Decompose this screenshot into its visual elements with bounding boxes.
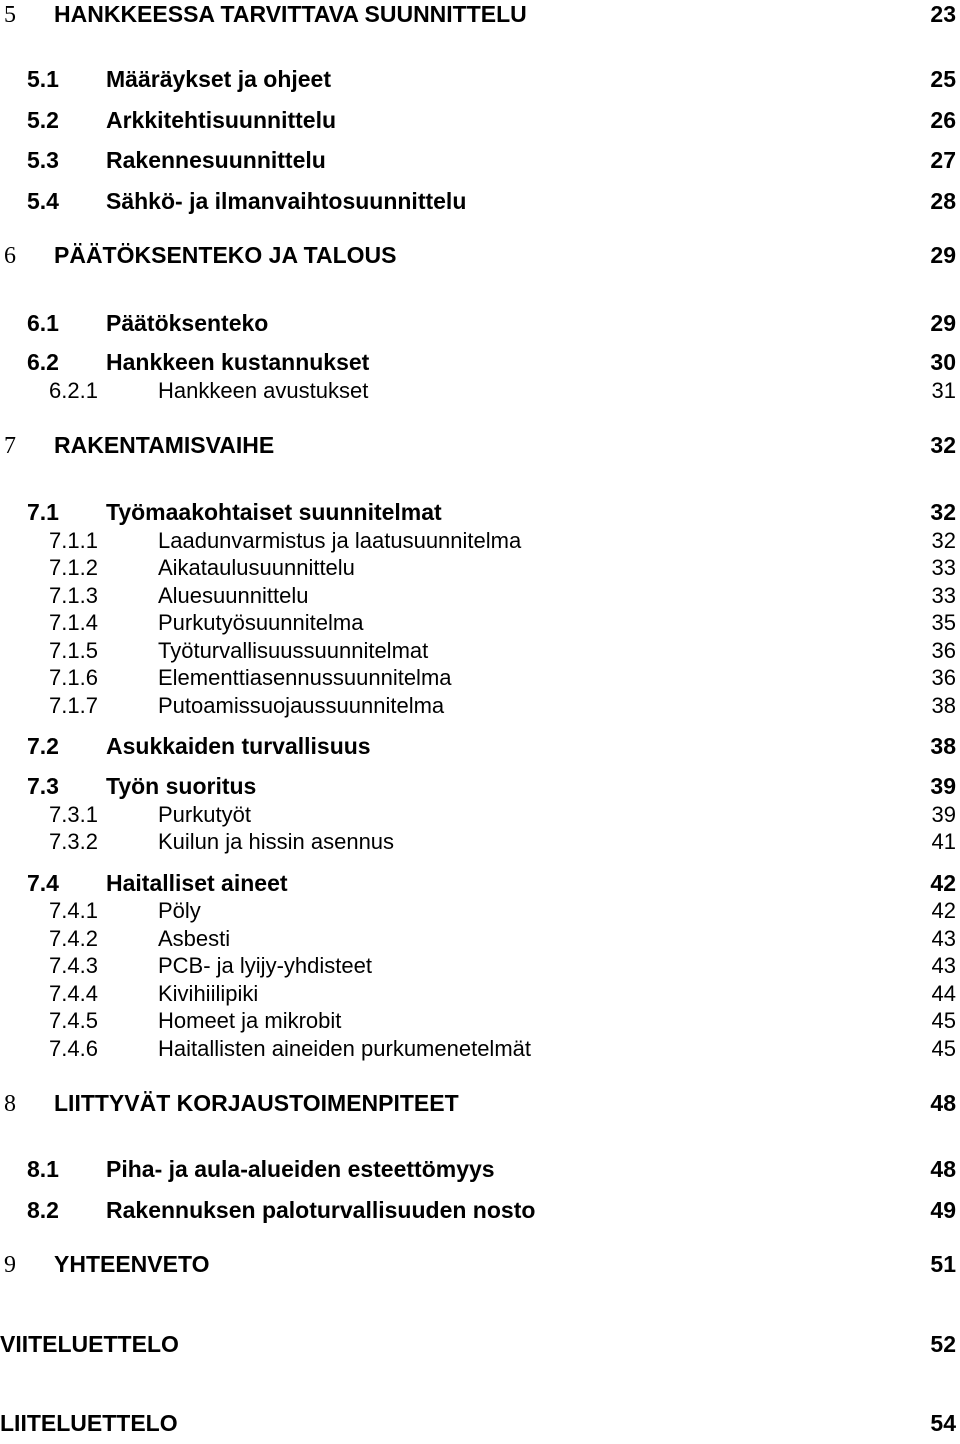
toc-entry[interactable] bbox=[0, 1199, 960, 1231]
toc-entry-page: 25 bbox=[930, 66, 956, 92]
toc-entry-page: 54 bbox=[930, 1410, 956, 1436]
toc-entry-number: 6.2.1 bbox=[49, 378, 98, 403]
toc-entry-page: 45 bbox=[931, 1008, 956, 1033]
toc-entry-title: VIITELUETTELO bbox=[0, 1331, 179, 1357]
toc-entry[interactable] bbox=[0, 831, 960, 863]
toc-entry[interactable] bbox=[0, 1038, 960, 1070]
toc-entry-page: 43 bbox=[931, 953, 956, 978]
toc-entry-title: Pöly bbox=[158, 898, 201, 923]
toc-entry-title: PÄÄTÖKSENTEKO JA TALOUS bbox=[54, 242, 397, 268]
toc-entry-number: 7.3.1 bbox=[49, 802, 98, 827]
toc-entry-number: 5 bbox=[4, 2, 16, 28]
toc-entry[interactable] bbox=[0, 68, 960, 100]
toc-entry[interactable] bbox=[0, 434, 960, 466]
toc-entry-page: 26 bbox=[930, 107, 956, 133]
toc-entry-page: 36 bbox=[931, 638, 956, 663]
toc-entry[interactable] bbox=[0, 351, 960, 383]
toc-entry-title: YHTEENVETO bbox=[54, 1251, 210, 1277]
toc-entry[interactable] bbox=[0, 190, 960, 222]
toc-entry-title: Työturvallisuussuunnitelmat bbox=[158, 638, 429, 663]
toc-entry-number: 7.1.7 bbox=[49, 693, 98, 718]
toc-entry[interactable] bbox=[0, 1412, 960, 1444]
toc-entry-number: 6.1 bbox=[27, 310, 59, 336]
toc-entry-title: Aluesuunnittelu bbox=[158, 583, 309, 608]
toc-entry-title: Rakennuksen paloturvallisuuden nosto bbox=[106, 1197, 536, 1223]
toc-entry-title: Hankkeen kustannukset bbox=[106, 349, 370, 375]
toc-entry[interactable] bbox=[0, 1333, 960, 1365]
toc-entry-number: 7.4 bbox=[27, 870, 59, 896]
toc-entry-title: PCB- ja lyijy-yhdisteet bbox=[158, 953, 372, 978]
toc-entry-number: 7.1.1 bbox=[49, 528, 98, 553]
toc-entry-title: Kivihiilipiki bbox=[158, 981, 259, 1006]
toc-entry-number: 7.1.4 bbox=[49, 610, 98, 635]
toc-entry-number: 5.4 bbox=[27, 188, 59, 214]
toc-entry-title: Kuilun ja hissin asennus bbox=[158, 829, 395, 854]
toc-entry-page: 32 bbox=[930, 499, 956, 525]
toc-entry-number: 7.3 bbox=[27, 773, 59, 799]
toc-entry-page: 32 bbox=[931, 528, 956, 553]
toc-entry-number: 7.4.5 bbox=[49, 1008, 98, 1033]
toc-entry-title: Sähkö- ja ilmanvaihtosuunnittelu bbox=[106, 188, 467, 214]
toc-entry-number: 5.2 bbox=[27, 107, 59, 133]
toc-entry-title: Purkutyöt bbox=[158, 802, 251, 827]
toc-entry-title: Homeet ja mikrobit bbox=[158, 1008, 342, 1033]
toc-entry[interactable] bbox=[0, 1253, 960, 1285]
toc-entry[interactable] bbox=[0, 149, 960, 181]
toc-entry-number: 7.2 bbox=[27, 733, 59, 759]
toc-entry-title: Putoamissuojaussuunnitelma bbox=[158, 693, 445, 718]
toc-entry-number: 7.1.2 bbox=[49, 555, 98, 580]
toc-entry[interactable] bbox=[0, 695, 960, 727]
toc-entry[interactable] bbox=[0, 775, 960, 807]
toc-entry-number: 9 bbox=[4, 1252, 16, 1278]
toc-entry-number: 7.3.2 bbox=[49, 829, 98, 854]
toc-entry-page: 33 bbox=[931, 555, 956, 580]
toc-entry-title: Asbesti bbox=[158, 926, 231, 951]
toc-entry-title: LIITELUETTELO bbox=[0, 1410, 178, 1436]
toc-entry-title: Haitalliset aineet bbox=[106, 870, 288, 896]
toc-entry-page: 38 bbox=[930, 733, 956, 759]
toc-entry-page: 39 bbox=[930, 773, 956, 799]
toc-entry-title: Työmaakohtaiset suunnitelmat bbox=[106, 499, 442, 525]
toc-entry-page: 52 bbox=[930, 1331, 956, 1357]
toc-entry-page: 33 bbox=[931, 583, 956, 608]
toc-entry-title: Asukkaiden turvallisuus bbox=[106, 733, 371, 759]
toc-entry[interactable] bbox=[0, 244, 960, 276]
toc-entry-number: 7.4.3 bbox=[49, 953, 98, 978]
toc-entry-title: Hankkeen avustukset bbox=[158, 378, 369, 403]
toc-entry-number: 8.1 bbox=[27, 1156, 59, 1182]
toc-entry[interactable] bbox=[0, 109, 960, 141]
toc-entry-title: Työn suoritus bbox=[106, 773, 257, 799]
toc-entry-number: 7.4.4 bbox=[49, 981, 98, 1006]
toc-entry-number: 5.1 bbox=[27, 66, 59, 92]
toc-entry[interactable] bbox=[0, 312, 960, 344]
toc-entry-title: Arkkitehtisuunnittelu bbox=[106, 107, 337, 133]
toc-entry-number: 7.1.5 bbox=[49, 638, 98, 663]
toc-entry-title: RAKENTAMISVAIHE bbox=[54, 432, 275, 458]
toc-entry-number: 7.1.6 bbox=[49, 665, 98, 690]
toc-entry-page: 49 bbox=[930, 1197, 956, 1223]
toc-entry-title: Aikataulusuunnittelu bbox=[158, 555, 355, 580]
toc-entry[interactable] bbox=[0, 380, 960, 412]
toc-entry-page: 51 bbox=[930, 1251, 956, 1277]
toc-entry-number: 7 bbox=[4, 433, 16, 459]
toc-entry-number: 6 bbox=[4, 243, 16, 269]
toc-entry-page: 32 bbox=[930, 432, 956, 458]
toc-entry-number: 8 bbox=[4, 1091, 16, 1117]
toc-entry-title: Määräykset ja ohjeet bbox=[106, 66, 332, 92]
toc-entry-page: 43 bbox=[931, 926, 956, 951]
toc-entry-page: 48 bbox=[930, 1156, 956, 1182]
toc-entry-number: 8.2 bbox=[27, 1197, 59, 1223]
toc-entry-title: HANKKEESSA TARVITTAVA SUUNNITTELU bbox=[54, 1, 527, 27]
toc-entry-page: 28 bbox=[930, 188, 956, 214]
toc-entry-page: 36 bbox=[931, 665, 956, 690]
toc-entry[interactable] bbox=[0, 3, 960, 35]
toc-entry-number: 7.1 bbox=[27, 499, 59, 525]
toc-entry-page: 29 bbox=[930, 310, 956, 336]
toc-entry-number: 6.2 bbox=[27, 349, 59, 375]
toc-entry[interactable] bbox=[0, 1158, 960, 1190]
toc-entry-number: 7.4.1 bbox=[49, 898, 98, 923]
toc-entry-page: 44 bbox=[931, 981, 956, 1006]
toc-entry-page: 38 bbox=[931, 693, 956, 718]
toc-entry[interactable] bbox=[0, 735, 960, 767]
toc-entry-title: Laadunvarmistus ja laatusuunnitelma bbox=[158, 528, 522, 553]
toc-entry-title: Päätöksenteko bbox=[106, 310, 269, 336]
toc-entry-title: Purkutyösuunnitelma bbox=[158, 610, 364, 635]
toc-entry-page: 23 bbox=[930, 1, 956, 27]
toc-entry-page: 27 bbox=[930, 147, 956, 173]
toc-entry-title: Piha- ja aula-alueiden esteettömyys bbox=[106, 1156, 495, 1182]
toc-entry-page: 29 bbox=[930, 242, 956, 268]
toc-entry-page: 30 bbox=[930, 349, 956, 375]
toc-entry-page: 45 bbox=[931, 1036, 956, 1061]
toc-entry-page: 42 bbox=[930, 870, 956, 896]
toc-entry[interactable] bbox=[0, 1092, 960, 1124]
toc-entry-title: Rakennesuunnittelu bbox=[106, 147, 326, 173]
toc-entry-page: 42 bbox=[931, 898, 956, 923]
toc-entry-number: 5.3 bbox=[27, 147, 59, 173]
toc-entry-title: Haitallisten aineiden purkumenetelmät bbox=[158, 1036, 531, 1061]
toc-entry-number: 7.4.2 bbox=[49, 926, 98, 951]
toc-entry-title: Elementtiasennussuunnitelma bbox=[158, 665, 452, 690]
toc-entry-page: 35 bbox=[931, 610, 956, 635]
toc-entry-title: LIITTYVÄT KORJAUSTOIMENPITEET bbox=[54, 1090, 459, 1116]
toc-entry-page: 31 bbox=[931, 378, 956, 403]
toc-entry-page: 39 bbox=[931, 802, 956, 827]
toc-entry-number: 7.4.6 bbox=[49, 1036, 98, 1061]
toc-entry-page: 41 bbox=[931, 829, 956, 854]
toc-entry-page: 48 bbox=[930, 1090, 956, 1116]
toc-entry-number: 7.1.3 bbox=[49, 583, 98, 608]
